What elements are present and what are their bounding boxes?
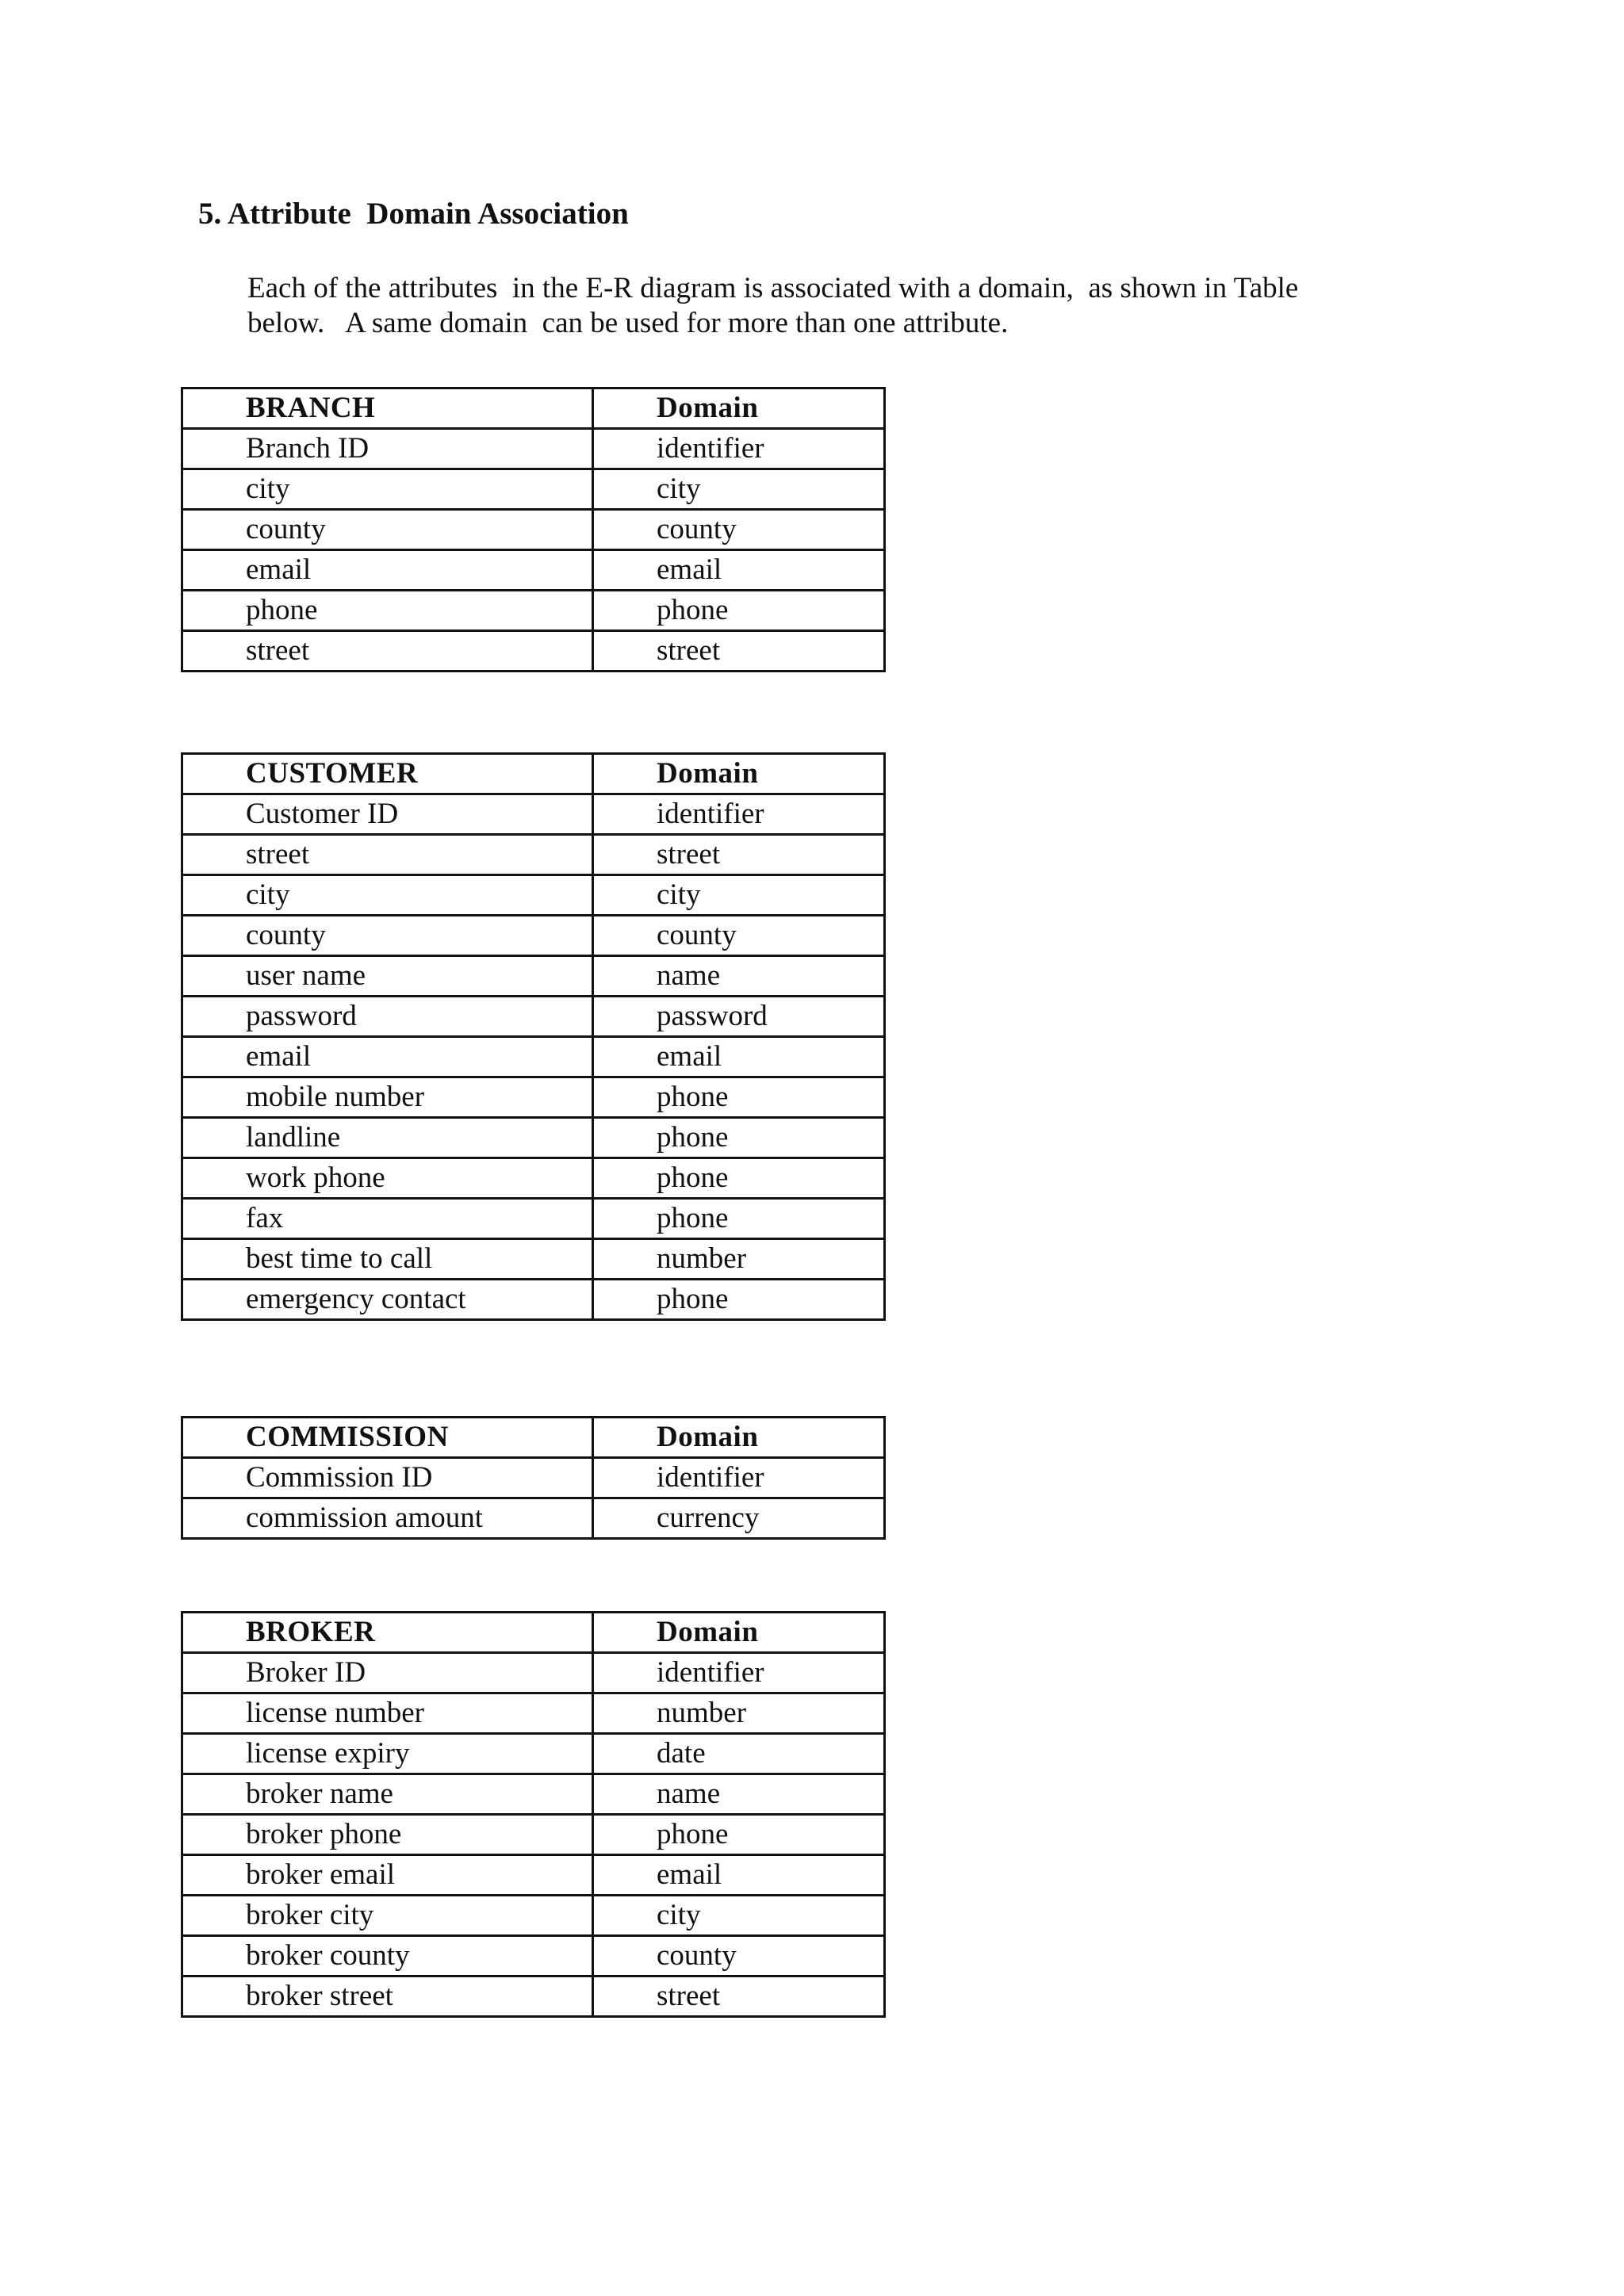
attribute-cell: BRANCH (182, 388, 593, 429)
attribute-cell: county (182, 916, 593, 956)
domain-cell: identifier (593, 429, 885, 469)
table-header-row (182, 388, 885, 429)
attribute-cell: COMMISSION (182, 1418, 593, 1458)
attribute-cell: user name (182, 956, 593, 997)
domain-cell: Domain (593, 1613, 885, 1653)
table-row (182, 1037, 885, 1077)
attribute-cell: street (182, 631, 593, 672)
table-header-row (182, 1418, 885, 1458)
domain-cell: county (593, 916, 885, 956)
section-heading: 5. Attribute Domain Association (198, 197, 629, 231)
table-row (182, 591, 885, 631)
attribute-cell: broker street (182, 1976, 593, 2017)
attribute-cell: broker city (182, 1896, 593, 1936)
table-row (182, 429, 885, 469)
attribute-cell: email (182, 550, 593, 591)
domain-cell: identifier (593, 1653, 885, 1693)
attribute-cell: city (182, 875, 593, 916)
table-row (182, 1653, 885, 1693)
table-row (182, 1498, 885, 1539)
domain-cell: street (593, 1976, 885, 2017)
domain-cell: name (593, 956, 885, 997)
attribute-cell: CUSTOMER (182, 754, 593, 794)
table-row (182, 956, 885, 997)
table-row (182, 794, 885, 835)
attribute-cell: broker name (182, 1774, 593, 1815)
attribute-cell: broker county (182, 1936, 593, 1976)
table-row (182, 1815, 885, 1855)
table-row (182, 510, 885, 550)
table-header-row (182, 754, 885, 794)
attribute-cell: Branch ID (182, 429, 593, 469)
domain-cell: email (593, 1037, 885, 1077)
table-row (182, 1280, 885, 1320)
attribute-cell: Broker ID (182, 1653, 593, 1693)
domain-cell: phone (593, 591, 885, 631)
domain-cell: city (593, 875, 885, 916)
table-row (182, 835, 885, 875)
attribute-cell: email (182, 1037, 593, 1077)
commission-domain-table (181, 1416, 886, 1540)
table-row (182, 1077, 885, 1118)
attribute-cell: landline (182, 1118, 593, 1158)
domain-cell: street (593, 835, 885, 875)
table-row (182, 1693, 885, 1734)
attribute-cell: Commission ID (182, 1458, 593, 1498)
domain-cell: phone (593, 1199, 885, 1239)
domain-cell: street (593, 631, 885, 672)
domain-cell: name (593, 1774, 885, 1815)
intro-line: below. A same domain can be used for more than one attribute. (247, 307, 1009, 339)
domain-cell: phone (593, 1077, 885, 1118)
table-row (182, 631, 885, 672)
table-row (182, 1855, 885, 1896)
domain-cell: Domain (593, 388, 885, 429)
table-row (182, 550, 885, 591)
table-row (182, 916, 885, 956)
attribute-cell: license number (182, 1693, 593, 1734)
domain-cell: city (593, 469, 885, 510)
domain-cell: phone (593, 1280, 885, 1320)
attribute-cell: phone (182, 591, 593, 631)
domain-cell: county (593, 510, 885, 550)
attribute-cell: license expiry (182, 1734, 593, 1774)
table-row (182, 1199, 885, 1239)
attribute-cell: best time to call (182, 1239, 593, 1280)
table-row (182, 1458, 885, 1498)
domain-cell: Domain (593, 1418, 885, 1458)
domain-cell: currency (593, 1498, 885, 1539)
domain-cell: phone (593, 1158, 885, 1199)
domain-cell: identifier (593, 794, 885, 835)
attribute-cell: broker email (182, 1855, 593, 1896)
attribute-cell: mobile number (182, 1077, 593, 1118)
domain-cell: phone (593, 1815, 885, 1855)
domain-cell: number (593, 1693, 885, 1734)
table-row (182, 1734, 885, 1774)
attribute-cell: BROKER (182, 1613, 593, 1653)
customer-domain-table (181, 752, 886, 1321)
attribute-cell: fax (182, 1199, 593, 1239)
domain-cell: number (593, 1239, 885, 1280)
attribute-cell: commission amount (182, 1498, 593, 1539)
table-row (182, 997, 885, 1037)
table-row (182, 1118, 885, 1158)
attribute-cell: street (182, 835, 593, 875)
attribute-cell: emergency contact (182, 1280, 593, 1320)
table-row (182, 1158, 885, 1199)
attribute-cell: broker phone (182, 1815, 593, 1855)
domain-cell: date (593, 1734, 885, 1774)
table-row (182, 1896, 885, 1936)
domain-cell: password (593, 997, 885, 1037)
attribute-cell: work phone (182, 1158, 593, 1199)
table-row (182, 1936, 885, 1976)
domain-cell: city (593, 1896, 885, 1936)
domain-cell: county (593, 1936, 885, 1976)
broker-domain-table (181, 1611, 886, 2018)
branch-domain-table (181, 387, 886, 672)
attribute-cell: city (182, 469, 593, 510)
domain-cell: identifier (593, 1458, 885, 1498)
domain-cell: email (593, 550, 885, 591)
table-row (182, 875, 885, 916)
attribute-cell: password (182, 997, 593, 1037)
domain-cell: phone (593, 1118, 885, 1158)
domain-cell: email (593, 1855, 885, 1896)
table-row (182, 1774, 885, 1815)
attribute-cell: county (182, 510, 593, 550)
domain-cell: Domain (593, 754, 885, 794)
attribute-cell: Customer ID (182, 794, 593, 835)
intro-paragraph (247, 271, 1358, 341)
table-row (182, 1976, 885, 2017)
table-header-row (182, 1613, 885, 1653)
intro-line: Each of the attributes in the E-R diagram is associated with a domain, as shown in Table (247, 272, 1299, 304)
table-row (182, 1239, 885, 1280)
table-row (182, 469, 885, 510)
